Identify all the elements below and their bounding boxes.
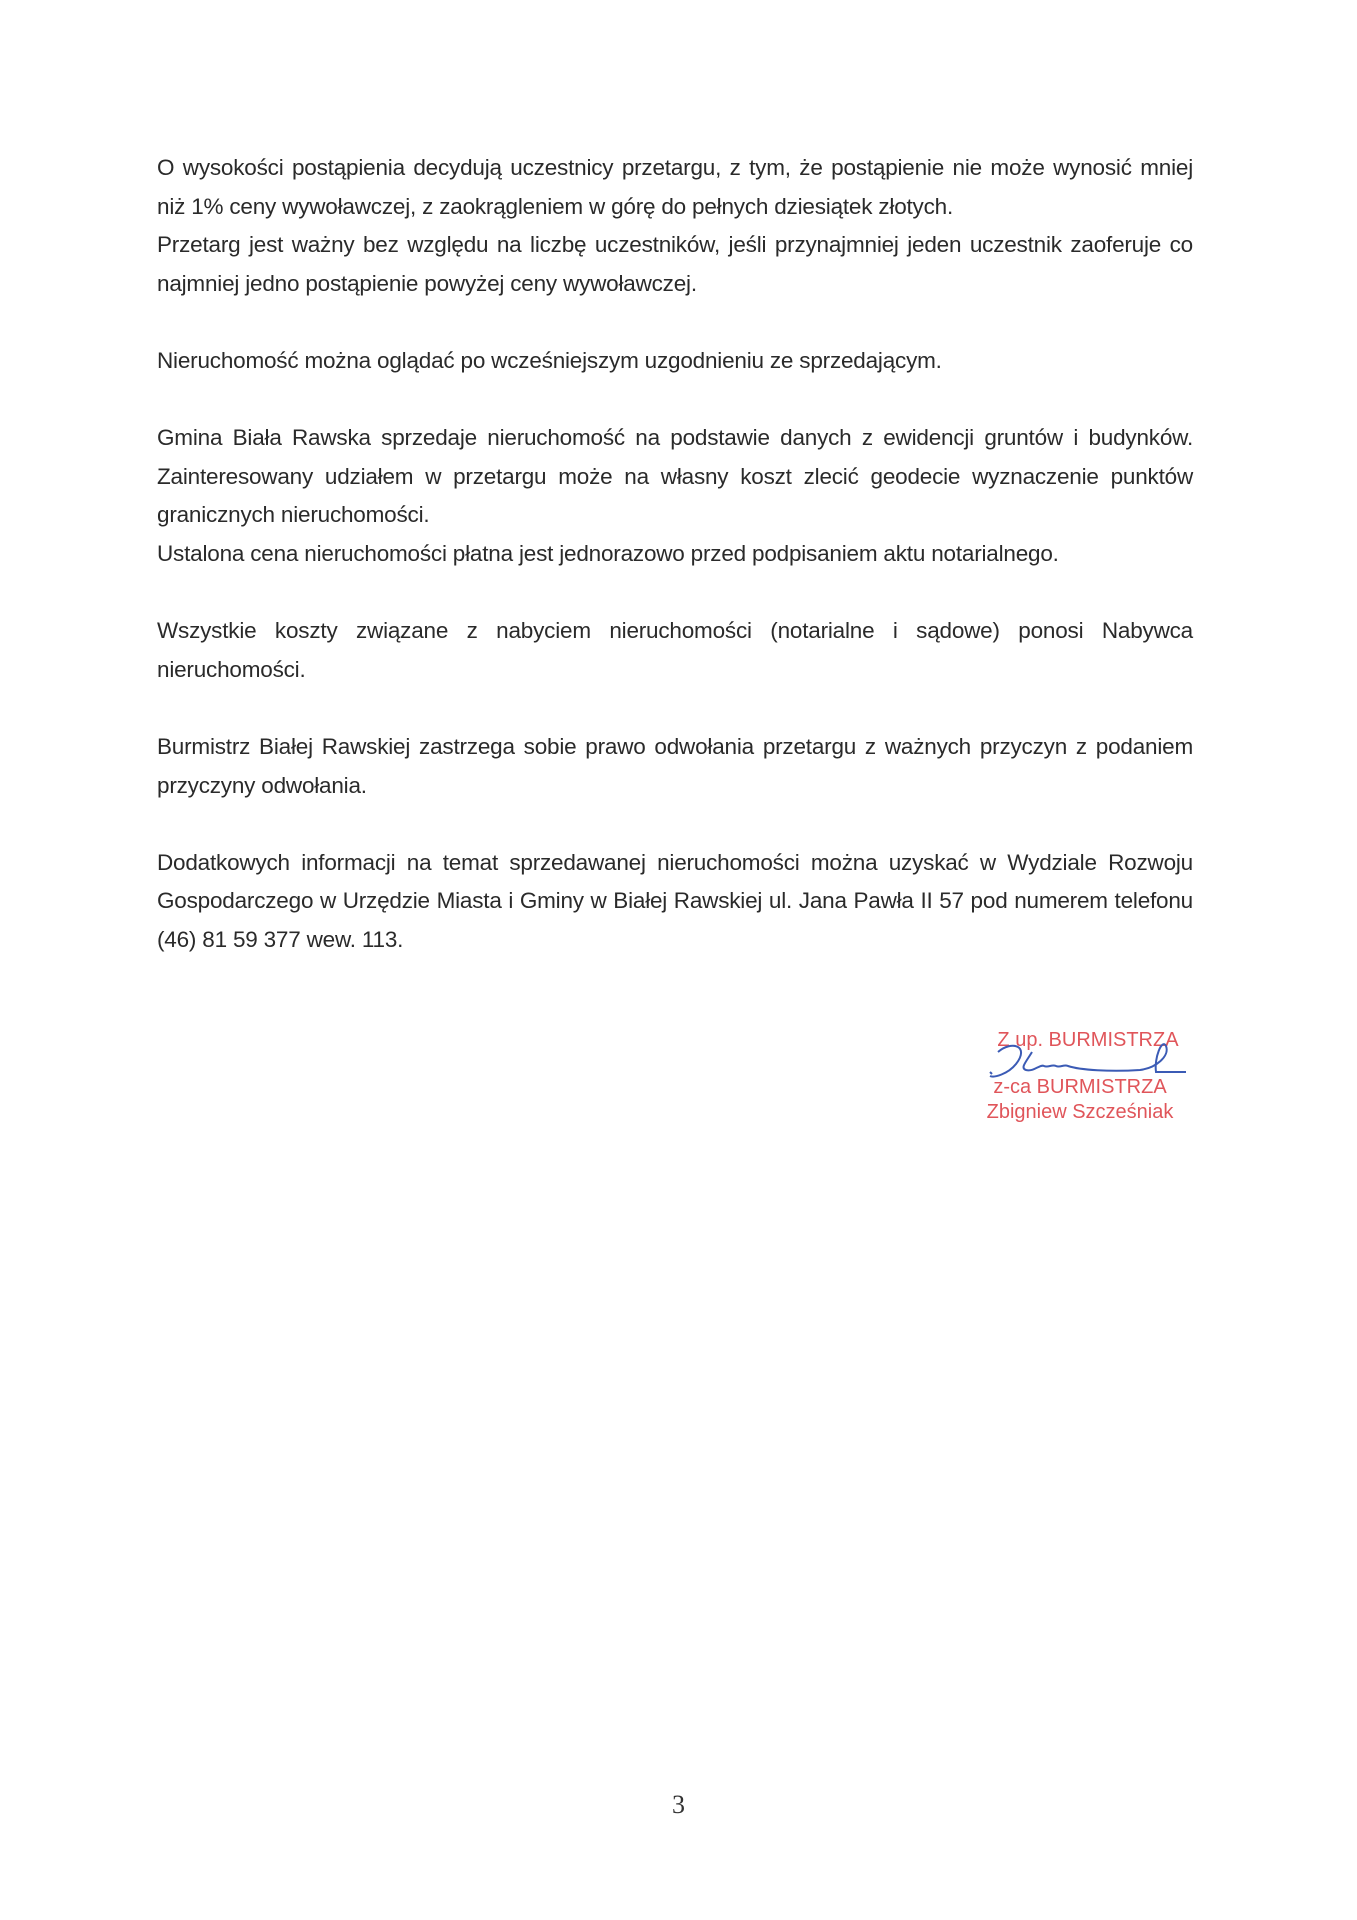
paragraph-viewing: Nieruchomość można oglądać po wcześniejszym uzgodnieniu ze sprzedającym. — [157, 347, 942, 373]
paragraph-bid-increment: O wysokości postąpienia decydują uczestnicy przetargu, z tym, że postąpienie nie może wynosić mniej niż 1% ceny wywoławczej, z zaokrągleniem w górę do pełnych dziesiątek złotych. — [157, 155, 1193, 219]
paragraph-payment: Ustalona cena nieruchomości płatna jest jednorazowo przed podpisaniem aktu notarialnego. — [157, 540, 1059, 566]
paragraph-contact-info: Dodatkowych informacji na temat sprzedawanej nieruchomości można uzyskać w Wydziale Rozwoju Gospodarczego w Urzędzie Miasta i Gminy w Białej Rawskiej ul. Jana Pawła II 57 pod numerem telefonu (46) 81 59 377 wew. 113. — [157, 849, 1193, 952]
paragraph-land-registry: Gmina Biała Rawska sprzedaje nieruchomość na podstawie danych z ewidencji gruntów i budynków. Zainteresowany udziałem w przetargu może na własny koszt zlecić geodecie wyznaczenie punktów granicznych nieruchomości. — [157, 425, 1193, 528]
paragraph-cancellation: Burmistrz Białej Rawskiej zastrzega sobie prawo odwołania przetargu z ważnych przyczyn z podaniem przyczyny odwołania. — [157, 733, 1193, 798]
signature-line-on-behalf: Z up. BURMISTRZA — [997, 1029, 1179, 1051]
signature-stamp — [960, 1028, 1200, 1125]
paragraph-tender-validity: Przetarg jest ważny bez względu na liczbę uczestników, jeśli przynajmniej jeden uczestnik zaoferuje co najmniej jedno postąpienie powyżej ceny wywoławczej. — [157, 232, 1193, 296]
document-body — [157, 149, 1193, 959]
handwritten-signature-icon — [960, 1038, 1200, 1098]
signature-name: Zbigniew Szcześniak — [986, 1101, 1174, 1123]
page-number: 3 — [672, 1790, 685, 1819]
paragraph-costs: Wszystkie koszty związane z nabyciem nieruchomości (notarialne i sądowe) ponosi Nabywca nieruchomości. — [157, 618, 1193, 682]
signature-line-deputy: z-ca BURMISTRZA — [993, 1076, 1167, 1098]
